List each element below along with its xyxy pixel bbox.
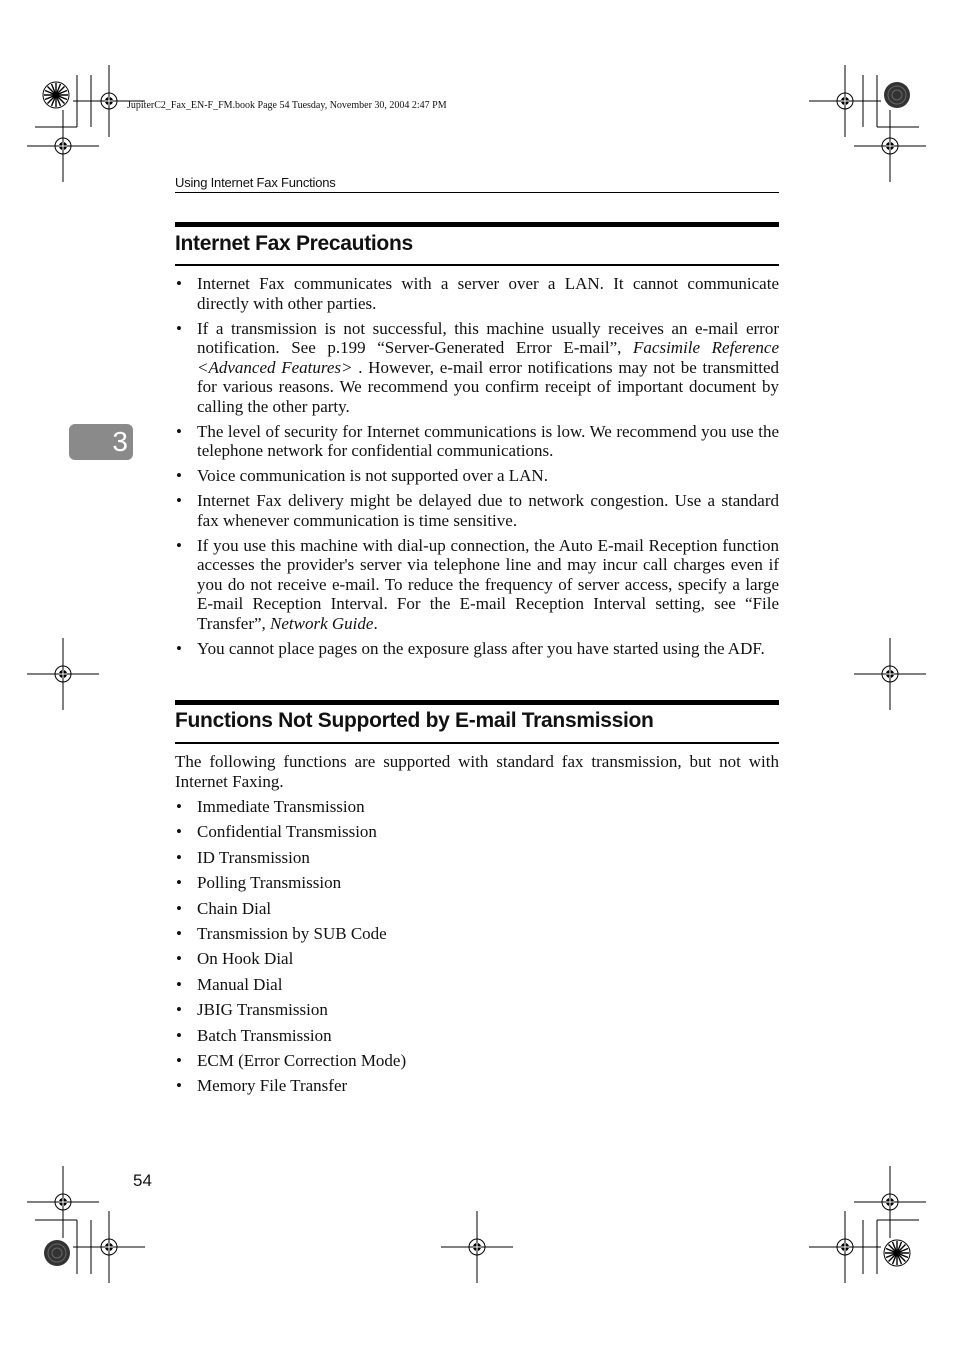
- list-item: [175, 466, 779, 486]
- list-item: • Transmission by SUB Code: [175, 924, 779, 944]
- unsupported-functions-list: [175, 797, 779, 1102]
- list-item: • Immediate Transmission: [175, 797, 779, 817]
- chapter-tab: [69, 424, 133, 460]
- list-item: • On Hook Dial: [175, 949, 779, 969]
- list-item: • ECM (Error Correction Mode): [175, 1051, 779, 1071]
- page-number: 54: [133, 1171, 152, 1190]
- section-rule: [175, 742, 779, 744]
- list-item: [175, 422, 779, 461]
- list-item: • Manual Dial: [175, 975, 779, 995]
- italic-reference: Facsimile Reference <Advanced Features>: [197, 338, 779, 377]
- intro-paragraph: The following functions are supported with standard fax transmission, but not with Internet Faxing.: [175, 752, 779, 791]
- section-rule: [175, 264, 779, 266]
- text-run: If a transmission is not successful, this machine usually receives an e-mail error notification. See p.199 “Server-Generated Error E-mail”,: [197, 318, 779, 357]
- chapter-number: 3: [112, 426, 128, 457]
- text-run: Internet Fax delivery might be delayed due to network congestion. Use a standard fax whenever communication is time sensitive.: [197, 491, 779, 530]
- section-title-unsupported-functions: Functions Not Supported by E-mail Transmission: [175, 709, 654, 732]
- text-run: . However, e-mail error notifications may not be transmitted for various reasons. We recommend you confirm receipt of important document by calling the other party.: [197, 357, 779, 416]
- list-item: [175, 491, 779, 530]
- running-header: Using Internet Fax Functions: [175, 175, 336, 190]
- section-title-precautions: Internet Fax Precautions: [175, 232, 413, 255]
- list-item: • Batch Transmission: [175, 1026, 779, 1046]
- section-bar: [175, 222, 779, 227]
- section-bar: [175, 700, 779, 705]
- list-item: [175, 319, 779, 417]
- list-item: • Polling Transmission: [175, 873, 779, 893]
- text-run: Internet Fax communicates with a server over a LAN. It cannot communicate directly with other parties.: [197, 274, 779, 313]
- text-run: If you use this machine with dial-up connection, the Auto E-mail Reception function accesses the provider's server via telephone line and may incur call charges even if you do not receive e-mail. To reduce the frequency of server access, specify a large E-mail Reception Interval. For the E-mail Reception Interval setting, see “File Transfer”,: [197, 535, 779, 633]
- list-item: • Memory File Transfer: [175, 1076, 779, 1096]
- print-slug: JupiterC2_Fax_EN-F_FM.book Page 54 Tuesday, November 30, 2004 2:47 PM: [127, 100, 447, 111]
- list-item: [175, 536, 779, 634]
- list-item: [175, 639, 779, 659]
- text-run: The level of security for Internet communications is low. We recommend you use the telephone network for confidential communications.: [197, 421, 779, 460]
- text-run: You cannot place pages on the exposure glass after you have started using the ADF.: [197, 638, 765, 658]
- italic-reference: Network Guide: [270, 613, 374, 633]
- list-item: • Confidential Transmission: [175, 822, 779, 842]
- header-rule: [175, 192, 779, 193]
- precautions-list: [175, 274, 779, 664]
- list-item: • JBIG Transmission: [175, 1000, 779, 1020]
- list-item: [175, 274, 779, 313]
- list-item: • ID Transmission: [175, 848, 779, 868]
- text-run: .: [373, 613, 378, 633]
- text-run: Voice communication is not supported over a LAN.: [197, 466, 548, 485]
- list-item: • Chain Dial: [175, 899, 779, 919]
